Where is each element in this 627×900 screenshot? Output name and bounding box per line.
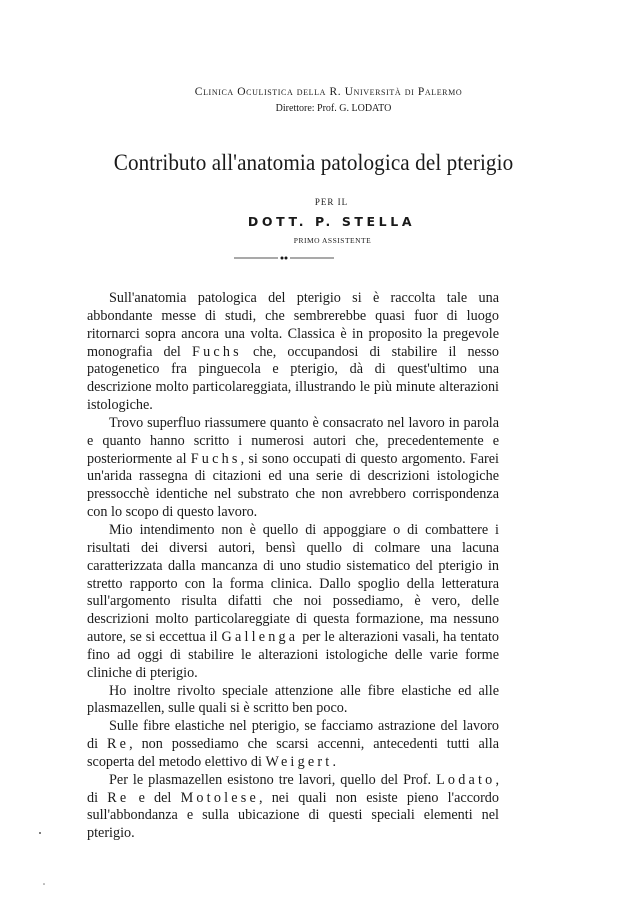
- paragraph-text: Ho inoltre rivolto speciale attenzione alle fibre elastiche ed alle plasmazellen, sulle quali si è scritto ben poco.: [87, 682, 499, 717]
- author-name: DOTT. P. STELLA: [247, 214, 416, 229]
- article-title: Contributo all'anatomia patologica del pterigio: [113, 150, 514, 175]
- paragraph-text: Mio intendimento non è quello di appoggiare o di combattere i risultati dei diversi autori, bensì quello di colmare una lacuna caratterizzata dalla mancanza di uno studio sistematico del pterigio in stretto rapporto con la forma clinica. Dallo spoglio della letteratura sull'argomento risulta difatti che noi possediamo, è vero, delle descrizioni molto particolareggiate di questa formazione, ma nessuno autore, se si eccettua il: [87, 521, 499, 646]
- speck-icon: [43, 883, 45, 885]
- paragraph-text: , si sono occupati di questo argomento. Farei un'arida rassegna di citazioni ed una serie di descrizioni istologiche pressocchè identiche nel substrato che non avrebbero corrispondenza con lo scopo di questo lavoro.: [87, 450, 499, 521]
- author-citation: Re: [106, 736, 130, 753]
- paragraph-text: , nei quali non esiste pieno l'accordo sull'abbondanza e sulla ubicazione di questi speciali elementi nel pterigio.: [87, 789, 499, 842]
- author-citation: Fuchs: [190, 450, 241, 467]
- author-citation: Fuchs: [192, 343, 242, 360]
- author-citation: Gallenga: [221, 629, 299, 646]
- paragraph-text: .: [332, 753, 336, 770]
- paragraph-text: Sull'anatomia patologica del pterigio si è raccolta tale una abbondante messe di studi, che sembrerebbe quasi fuor di luogo ritornarci sopra ancora una volta. Classica è in proposito la pregevole monografia del: [87, 290, 499, 360]
- paragraph-text: Sulle fibre elastiche nel pterigio, se facciamo astrazione del lavoro di: [87, 718, 499, 753]
- paragraph-text: , di: [87, 771, 499, 806]
- author-citation: Weigert: [265, 753, 333, 770]
- paragraph-text: Per le plasmazellen esistono tre lavori, quello del Prof.: [109, 771, 437, 788]
- paragraph-text: per le alterazioni vasali, ha tentato fino ad oggi di stabilire le alterazioni istologiche delle varie forme cliniche di pterigio.: [87, 629, 500, 681]
- paragraph-text: Trovo superfluo riassumere quanto è consacrato nel lavoro in parola e quanto hanno scritto i numerosi autori che, precedentemente e posteriormente al: [87, 414, 499, 467]
- author-citation: Lodato: [436, 771, 496, 788]
- director-line: Direttore: Prof. G. LODATO: [275, 103, 392, 114]
- byline-per-il: PER IL: [314, 197, 349, 207]
- clinic-header: Clinica Oculistica della R. Università di Palermo: [194, 86, 463, 98]
- speck-icon: [39, 832, 41, 834]
- author-citation: Re: [107, 789, 130, 806]
- author-citation: Motolese: [180, 789, 259, 806]
- paragraph-text: e del: [129, 789, 181, 806]
- paragraph-text: che, occupandosi di stabilire il nesso patogenetico fra pinguecola e pterigio, dà di quest'ultimo una descrizione molto particolareggiata, illustrando le più minute alterazioni istologiche.: [87, 343, 499, 414]
- paragraph-text: , non possediamo che scarsi accenni, antecedenti tutti alla scoperta del metodo elettivo di: [87, 736, 499, 770]
- author-role: PRIMO ASSISTENTE: [293, 236, 372, 245]
